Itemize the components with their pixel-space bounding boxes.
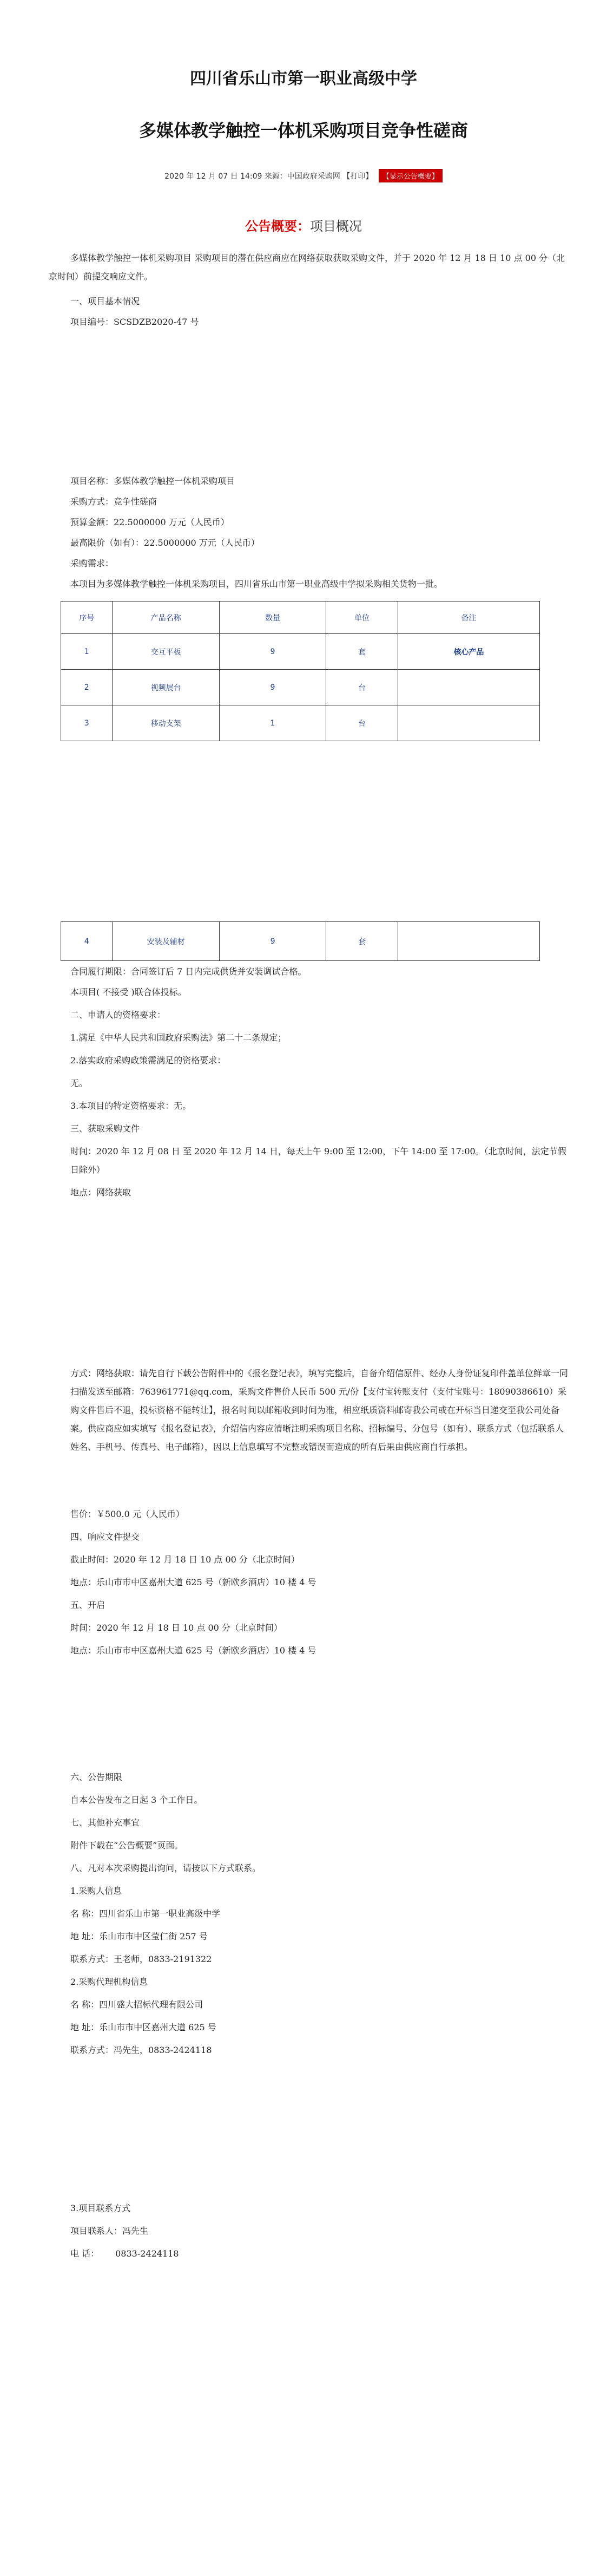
qualifications-heading: 二、申请人的资格要求： bbox=[70, 1010, 166, 1020]
buyer-address: 地 址：乐山市市中区莹仁街 257 号 bbox=[70, 1931, 208, 1941]
table-row bbox=[61, 922, 540, 961]
other-text: 附件下载在“公告概要”页面。 bbox=[70, 1840, 183, 1851]
publish-date: 2020 年 12 月 07 日 14:09 bbox=[164, 172, 262, 181]
project-contact-phone bbox=[70, 2245, 568, 2263]
table-cell: 4 bbox=[61, 922, 113, 961]
table-cell: 台 bbox=[326, 705, 398, 741]
project-contact-person: 项目联系人：冯先生 bbox=[70, 2226, 149, 2236]
table-cell: 视频展台 bbox=[113, 670, 219, 705]
qualification-item-1: 1.满足《中华人民共和国政府采购法》第二十二条规定； bbox=[70, 1032, 287, 1043]
table-cell: 核心产品 bbox=[398, 634, 539, 670]
period-heading: 六、公告期限 bbox=[70, 1772, 123, 1782]
submit-deadline: 截止时间：2020 年 12 月 18 日 10 点 00 分（北京时间） bbox=[70, 1554, 300, 1565]
table-row bbox=[61, 670, 540, 705]
buyer-name: 名 称：四川省乐山市第一职业高级中学 bbox=[70, 1908, 221, 1919]
consortium-note: 本项目( 不接受 )联合体投标。 bbox=[70, 987, 187, 997]
document-price: 售价：￥500.0 元（人民币） bbox=[70, 1509, 184, 1519]
table-cell bbox=[398, 705, 539, 741]
table-cell: 套 bbox=[326, 922, 398, 961]
table-cell: 安装及辅材 bbox=[113, 922, 219, 961]
section-heading-red: 公告概要： bbox=[245, 219, 310, 234]
obtain-time: 时间：2020 年 12 月 08 日 至 2020 年 12 月 14 日，每天上午 9:00 至 12:00，下午 14:00 至 17:00。（北京时间，法定节假日除外） bbox=[70, 1146, 566, 1175]
table-header-cell: 序号 bbox=[61, 601, 113, 634]
demand-text: 本项目为多媒体教学触控一体机采购项目，四川省乐山市第一职业高级中学拟采购相关货物一批。 bbox=[70, 579, 443, 589]
table-cell bbox=[398, 670, 539, 705]
agent-contact: 联系方式：冯先生，0833-2424118 bbox=[70, 2045, 212, 2055]
obtain-method: 方式：网络获取：请先自行下载公告附件中的《报名登记表》，填写完整后，自备介绍信原件、经办人身份证复印件盖单位鲜章一同扫描发送至邮箱：763961771@qq.com，采购文件售价人民币 500 元/份【支付宝转账支付（支付宝账号：18090386610）采购文件售后不退，投标资格不能转让】，报名时间以邮箱收到时间为准，相应纸质资料邮寄我公司或在开标当日递交至我公司处备案。供应商应如实填写《报名登记表》，介绍信内容应清晰注明采购项目名称、招标编号、分包号（如有）、联系方式（包括联系人姓名、手机号、传真号、电子邮箱），因以上信息填写不完整或错误而造成的所有后果由供应商自行承担。 bbox=[70, 1368, 569, 1452]
page-title-school: 四川省乐山市第一职业高级中学 bbox=[190, 69, 417, 88]
other-heading: 七、其他补充事宜 bbox=[70, 1817, 140, 1828]
show-summary-button[interactable]: 【显示公告概要】 bbox=[379, 169, 443, 182]
meta-line bbox=[0, 169, 607, 182]
items-table-continued bbox=[61, 921, 540, 961]
project-number: 项目编号：SCSDZB2020-47 号 bbox=[70, 317, 199, 327]
opening-heading: 五、开启 bbox=[70, 1600, 105, 1610]
table-cell: 9 bbox=[219, 670, 326, 705]
table-header-row bbox=[61, 601, 540, 634]
procurement-method: 采购方式：竞争性磋商 bbox=[70, 496, 157, 507]
project-name: 项目名称：多媒体教学触控一体机采购项目 bbox=[70, 476, 235, 486]
opening-time: 时间：2020 年 12 月 18 日 10 点 00 分（北京时间） bbox=[70, 1623, 282, 1633]
table-cell: 9 bbox=[219, 634, 326, 670]
project-contact-heading: 3.项目联系方式 bbox=[70, 2203, 131, 2213]
period-text: 自本公告发布之日起 3 个工作日。 bbox=[70, 1795, 203, 1805]
table-cell: 9 bbox=[219, 922, 326, 961]
table-cell: 台 bbox=[326, 670, 398, 705]
buyer-heading: 1.采购人信息 bbox=[70, 1886, 122, 1896]
submit-heading: 四、响应文件提交 bbox=[70, 1532, 140, 1542]
publish-source: 来源：中国政府采购网 bbox=[264, 172, 340, 181]
agent-heading: 2.采购代理机构信息 bbox=[70, 1977, 148, 1987]
obtain-place: 地点：网络获取 bbox=[70, 1187, 131, 1198]
section-heading bbox=[0, 215, 607, 234]
table-cell: 交互平板 bbox=[113, 634, 219, 670]
basic-heading: 一、项目基本情况 bbox=[70, 296, 140, 306]
table-header-cell: 产品名称 bbox=[113, 601, 219, 634]
qualification-item-3: 3.本项目的特定资格要求：无。 bbox=[70, 1101, 192, 1111]
table-cell: 2 bbox=[61, 670, 113, 705]
table-header-cell: 备注 bbox=[398, 601, 539, 634]
qualification-none: 无。 bbox=[70, 1078, 88, 1088]
agent-address: 地 址：乐山市市中区嘉州大道 625 号 bbox=[70, 2022, 216, 2032]
demand-label: 采购需求： bbox=[70, 558, 114, 568]
table-cell: 套 bbox=[326, 634, 398, 670]
contract-period: 合同履行期限：合同签订后 7 日内完成供货并安装调试合格。 bbox=[70, 966, 307, 977]
opening-place: 地点：乐山市市中区嘉州大道 625 号（新欧乡酒店）10 楼 4 号 bbox=[70, 1645, 316, 1656]
agent-name: 名 称：四川盛大招标代理有限公司 bbox=[70, 1999, 203, 2010]
table-cell: 3 bbox=[61, 705, 113, 741]
items-table bbox=[61, 601, 540, 741]
phone-value: 0833-2424118 bbox=[115, 2248, 179, 2259]
phone-label: 电 话： bbox=[70, 2248, 100, 2259]
page-title-project: 多媒体教学触控一体机采购项目竞争性磋商 bbox=[138, 120, 468, 141]
table-cell: 1 bbox=[219, 705, 326, 741]
print-link[interactable]: 【打印】 bbox=[342, 172, 373, 181]
table-cell: 移动支架 bbox=[113, 705, 219, 741]
budget-amount: 预算金额：22.5000000 万元（人民币） bbox=[70, 517, 229, 527]
table-header-cell: 数量 bbox=[219, 601, 326, 634]
table-cell bbox=[398, 922, 540, 961]
submit-place: 地点：乐山市市中区嘉州大道 625 号（新欧乡酒店）10 楼 4 号 bbox=[70, 1577, 316, 1587]
table-row bbox=[61, 705, 540, 741]
table-header-cell: 单位 bbox=[326, 601, 398, 634]
table-cell: 1 bbox=[61, 634, 113, 670]
buyer-contact: 联系方式：王老师，0833-2191322 bbox=[70, 1954, 212, 1964]
qualification-item-2: 2.落实政府采购政策需满足的资格要求： bbox=[70, 1055, 226, 1065]
max-price: 最高限价（如有）：22.5000000 万元（人民币） bbox=[70, 538, 260, 548]
section-heading-black: 项目概况 bbox=[310, 219, 362, 234]
table-row bbox=[61, 634, 540, 670]
contact-heading: 八、凡对本次采购提出询问，请按以下方式联系。 bbox=[70, 1863, 261, 1873]
obtain-heading: 三、获取采购文件 bbox=[70, 1123, 140, 1134]
intro-paragraph: 多媒体教学触控一体机采购项目 采购项目的潜在供应商应在网络获取获取采购文件，并于 2020 年 12 月 18 日 10 点 00 分（北京时间）前提交响应文件。 bbox=[49, 253, 565, 282]
